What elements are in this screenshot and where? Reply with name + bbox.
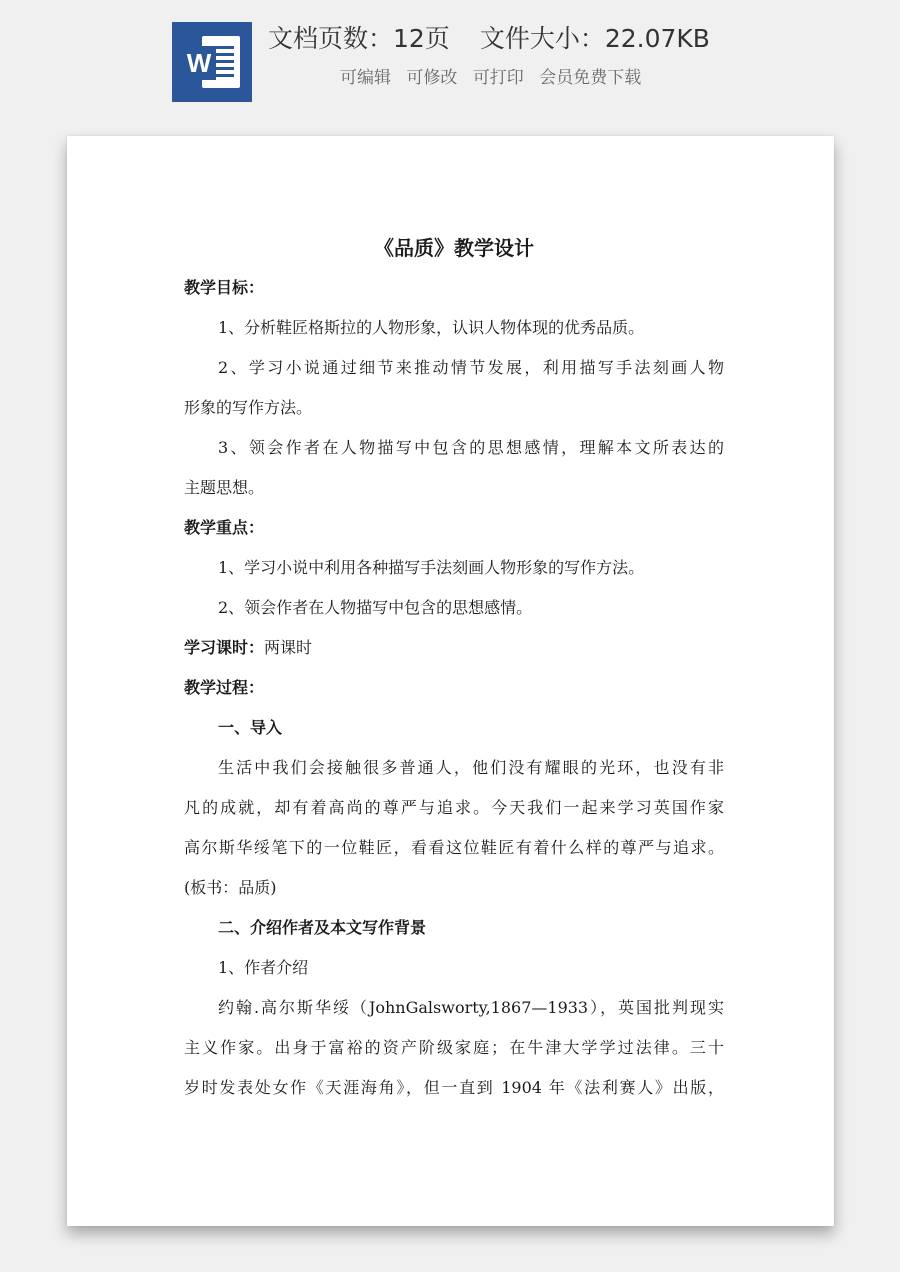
intro-line-1: 生活中我们会接触很多普通人，他们没有耀眼的光环，也没有非	[218, 758, 724, 777]
goal-2-line-2: 形象的写作方法。	[184, 398, 313, 417]
file-size-text: 文件大小：22.07KB	[479, 24, 710, 53]
class-hours-label: 学习课时：	[184, 638, 265, 657]
document-title: 《品质》教学设计	[374, 236, 534, 260]
word-icon-letter: W	[182, 46, 216, 80]
intro-line-2: 凡的成就，却有着高尚的尊严与追求。今天我们一起来学习英国作家	[184, 798, 724, 817]
section-2-title: 二、介绍作者及本文写作背景	[218, 918, 427, 937]
feature-member-download: 会员免费下载	[539, 68, 642, 88]
intro-line-4: (板书：品质)	[184, 878, 277, 897]
focus-2: 2、领会作者在人物描写中包含的思想感情。	[218, 598, 533, 617]
intro-line-3: 高尔斯华绥笔下的一位鞋匠，看看这位鞋匠有着什么样的尊严与追求。	[184, 838, 724, 857]
document-page	[67, 136, 834, 1226]
word-document-icon	[172, 22, 252, 102]
author-line-3: 岁时发表处女作《天涯海角》，但一直到 1904 年《法利赛人》出版，	[184, 1078, 724, 1097]
goal-3-line-2: 主题思想。	[184, 478, 265, 497]
feature-editable: 可编辑	[340, 68, 391, 88]
class-hours-value: 两课时	[264, 638, 313, 657]
document-body	[184, 228, 724, 1108]
class-hours	[184, 628, 724, 668]
goal-1: 1、分析鞋匠格斯拉的人物形象，认识人物体现的优秀品质。	[218, 318, 645, 337]
process-heading: 教学过程：	[184, 678, 265, 697]
file-meta-line	[268, 22, 710, 56]
focus-1: 1、学习小说中利用各种描写手法刻画人物形象的写作方法。	[218, 558, 645, 577]
feature-printable: 可打印	[472, 68, 524, 88]
feature-list	[340, 66, 641, 90]
goal-2-line-1: 2、学习小说通过细节来推动情节发展，利用描写手法刻画人物	[218, 358, 724, 377]
author-subheading: 1、作者介绍	[218, 958, 309, 977]
author-line-1: 约翰.高尔斯华绥（JohnGalsworty,1867—1933），英国批判现实	[218, 998, 724, 1017]
focus-heading: 教学重点：	[184, 518, 265, 537]
feature-modifiable: 可修改	[406, 68, 458, 88]
page-count-text: 文档页数：12页	[268, 24, 450, 53]
author-line-2: 主义作家。出身于富裕的资产阶级家庭；在牛津大学学过法律。三十	[184, 1038, 724, 1057]
section-1-title: 一、导入	[218, 718, 283, 737]
document-info-header	[0, 0, 900, 120]
goals-heading: 教学目标：	[184, 278, 265, 297]
goal-3-line-1: 3、领会作者在人物描写中包含的思想感情，理解本文所表达的	[218, 438, 724, 457]
